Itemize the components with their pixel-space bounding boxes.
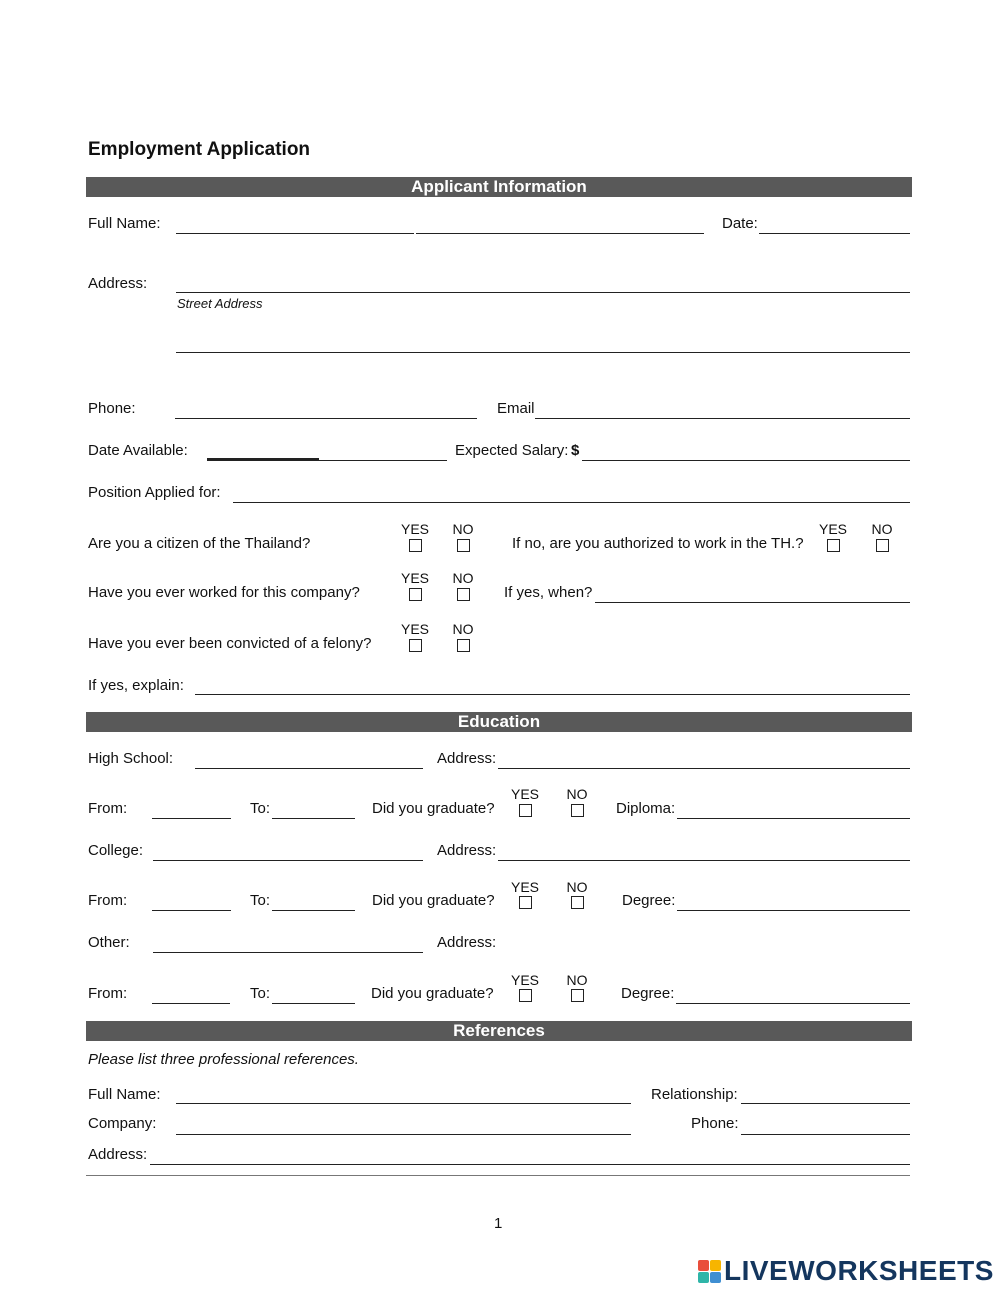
other-yes-checkbox[interactable]	[519, 989, 532, 1002]
other-to-label: To:	[250, 985, 271, 1002]
college-field[interactable]	[153, 860, 423, 861]
other-no-label: NO	[566, 972, 588, 988]
explain-field[interactable]	[195, 694, 910, 695]
citizen-no-label: NO	[452, 521, 474, 537]
address-line-2-field[interactable]	[176, 352, 910, 353]
dollar-sign: $	[571, 442, 580, 459]
college-graduate-question: Did you graduate?	[372, 892, 495, 909]
high-school-address-label: Address:	[437, 750, 497, 767]
phone-label: Phone:	[88, 400, 136, 417]
street-address-caption: Street Address	[177, 296, 263, 311]
other-from-field[interactable]	[152, 1003, 230, 1004]
worked-yes-checkbox[interactable]	[409, 588, 422, 601]
felony-question: Have you ever been convicted of a felony?	[88, 635, 372, 652]
authorized-yes-checkbox[interactable]	[827, 539, 840, 552]
page-title: Employment Application	[88, 139, 311, 160]
date-available-label: Date Available:	[88, 442, 188, 459]
high-school-address-field[interactable]	[498, 768, 910, 769]
felony-no-checkbox[interactable]	[457, 639, 470, 652]
date-label: Date:	[722, 215, 758, 232]
college-address-field[interactable]	[498, 860, 910, 861]
college-from-field[interactable]	[152, 910, 231, 911]
ref-address-field[interactable]	[150, 1164, 910, 1165]
date-field[interactable]	[759, 233, 910, 234]
section-header-education: Education	[86, 712, 912, 732]
ref-phone-field[interactable]	[741, 1134, 910, 1135]
worked-no-checkbox[interactable]	[457, 588, 470, 601]
hs-to-field[interactable]	[272, 818, 355, 819]
felony-no-label: NO	[452, 621, 474, 637]
college-yes-checkbox[interactable]	[519, 896, 532, 909]
citizen-yes-checkbox[interactable]	[409, 539, 422, 552]
college-no-label: NO	[566, 879, 588, 895]
college-to-label: To:	[250, 892, 271, 909]
college-degree-label: Degree:	[622, 892, 676, 909]
ref-relationship-label: Relationship:	[651, 1086, 738, 1103]
ref-full-name-label: Full Name:	[88, 1086, 161, 1103]
brand-mark-icon	[698, 1260, 721, 1283]
liveworksheets-logo[interactable]	[698, 1254, 994, 1288]
ref-bottom-rule	[86, 1175, 910, 1176]
ref-address-label: Address:	[88, 1146, 148, 1163]
brand-name: LIVEWORKSHEETS	[724, 1255, 994, 1286]
hs-from-field[interactable]	[152, 818, 231, 819]
felony-yes-label: YES	[400, 621, 429, 637]
expected-salary-label: Expected Salary:	[455, 442, 569, 459]
hs-no-checkbox[interactable]	[571, 804, 584, 817]
college-to-field[interactable]	[272, 910, 355, 911]
other-field[interactable]	[153, 952, 423, 953]
ref-phone-label: Phone:	[691, 1115, 739, 1132]
authorized-no-checkbox[interactable]	[876, 539, 889, 552]
college-from-label: From:	[88, 892, 128, 909]
other-yes-label: YES	[510, 972, 539, 988]
date-available-field[interactable]	[207, 460, 447, 461]
high-school-label: High School:	[88, 750, 174, 767]
ref-full-name-field[interactable]	[176, 1103, 631, 1104]
address-label: Address:	[88, 275, 148, 292]
worked-yes-label: YES	[400, 570, 429, 586]
worked-no-label: NO	[452, 570, 474, 586]
street-address-field[interactable]	[176, 292, 910, 293]
other-graduate-question: Did you graduate?	[371, 985, 494, 1002]
citizen-question: Are you a citizen of the Thailand?	[88, 535, 311, 552]
full-name-first-field[interactable]	[176, 233, 414, 234]
hs-graduate-question: Did you graduate?	[372, 800, 495, 817]
hs-to-label: To:	[250, 800, 271, 817]
college-label: College:	[88, 842, 144, 859]
high-school-field[interactable]	[195, 768, 423, 769]
explain-label: If yes, explain:	[88, 677, 184, 694]
worked-when-field[interactable]	[595, 602, 910, 603]
hs-yes-label: YES	[510, 786, 539, 802]
diploma-label: Diploma:	[616, 800, 676, 817]
references-instruction: Please list three professional references.	[88, 1051, 359, 1068]
other-no-checkbox[interactable]	[571, 989, 584, 1002]
email-field[interactable]	[535, 418, 910, 419]
position-label: Position Applied for:	[88, 484, 221, 501]
college-yes-label: YES	[510, 879, 539, 895]
email-label: Email	[497, 400, 535, 417]
full-name-last-field[interactable]	[416, 233, 704, 234]
page-number: 1	[494, 1215, 503, 1232]
other-to-field[interactable]	[272, 1003, 355, 1004]
other-from-label: From:	[88, 985, 128, 1002]
full-name-label: Full Name:	[88, 215, 161, 232]
hs-from-label: From:	[88, 800, 128, 817]
position-field[interactable]	[233, 502, 910, 503]
section-header-applicant: Applicant Information	[86, 177, 912, 197]
other-degree-field[interactable]	[676, 1003, 910, 1004]
felony-yes-checkbox[interactable]	[409, 639, 422, 652]
college-address-label: Address:	[437, 842, 497, 859]
section-header-references: References	[86, 1021, 912, 1041]
other-degree-label: Degree:	[621, 985, 675, 1002]
other-label: Other:	[88, 934, 130, 951]
authorized-question: If no, are you authorized to work in the TH.?	[512, 535, 804, 552]
ref-company-field[interactable]	[176, 1134, 631, 1135]
authorized-yes-label: YES	[818, 521, 847, 537]
citizen-no-checkbox[interactable]	[457, 539, 470, 552]
college-no-checkbox[interactable]	[571, 896, 584, 909]
hs-yes-checkbox[interactable]	[519, 804, 532, 817]
diploma-field[interactable]	[677, 818, 910, 819]
hs-no-label: NO	[566, 786, 588, 802]
expected-salary-field[interactable]	[582, 460, 910, 461]
college-degree-field[interactable]	[677, 910, 910, 911]
authorized-no-label: NO	[871, 521, 893, 537]
phone-field[interactable]	[175, 418, 477, 419]
ref-relationship-field[interactable]	[741, 1103, 910, 1104]
worked-question: Have you ever worked for this company?	[88, 584, 360, 601]
citizen-yes-label: YES	[400, 521, 429, 537]
ref-company-label: Company:	[88, 1115, 157, 1132]
other-address-label: Address:	[437, 934, 497, 951]
worked-when-label: If yes, when?	[504, 584, 593, 601]
